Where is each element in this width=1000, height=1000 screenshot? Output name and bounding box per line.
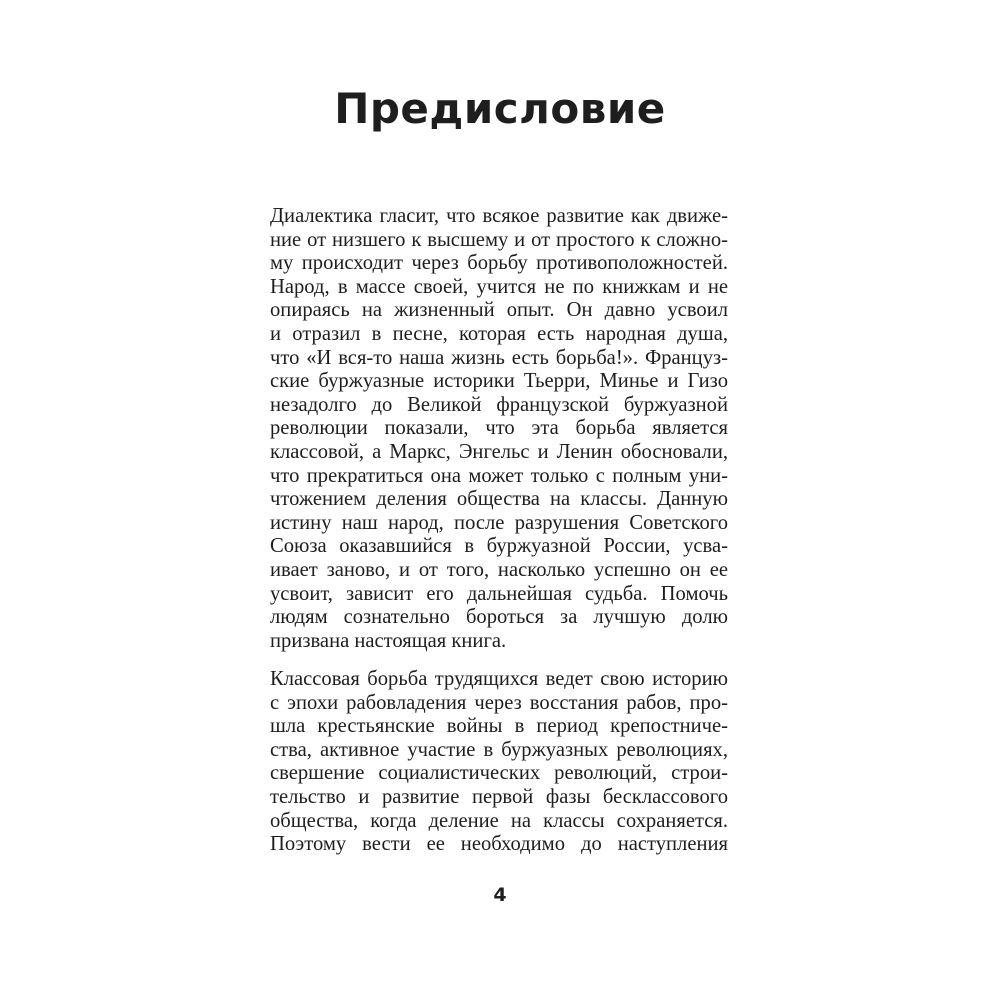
text-line: что прекратиться она может только с полным уни- [270,464,728,487]
text-line: свершение социалистических революций, строи- [270,762,728,785]
text-line: Диалектика гласит, что всякое развитие как движе- [270,205,728,227]
text-line: опираясь на жизненный опыт. Он давно усвоил [270,299,728,322]
text-line: Народ, в массе своей, учится не по книжкам и не [270,275,728,298]
text-line: ние от низшего к высшему и от простого к сложно- [270,228,728,251]
text-line: ства, активное участие в буржуазных революциях, [270,738,728,761]
text-line: Классовая борьба трудящихся ведет свою историю [270,668,728,690]
text-line: и отразил в песне, которая есть народная душа, [270,322,728,345]
text-line: Союза оказавшийся в буржуазной России, усва- [270,535,728,558]
text-line: чтожением деления общества на классы. Данную [270,488,728,511]
chapter-title: Предисловие [334,84,666,133]
text-line: классовой, а Маркс, Энгельс и Ленин обосновали, [270,440,728,463]
page-number: 4 [493,884,507,906]
text-line: истину наш народ, после разрушения Советского [270,511,728,534]
text-line: усвоит, зависит его дальнейшая судьба. Помочь [270,582,728,605]
text-line: ские буржуазные историки Тьерри, Минье и Гизо [270,370,728,393]
paragraph-2 [270,668,728,857]
text-line: Поэтому вести ее необходимо до наступления [270,833,728,856]
text-line: му происходит через борьбу противоположностей. [270,252,728,275]
text-line: революции показали, что эта борьба является [270,417,728,440]
text-line: шла крестьянские войны в период крепостниче- [270,715,728,738]
text-line: ивает заново, и от того, насколько успешно он ее [270,558,728,581]
text-line: призвана настоящая книга. [270,629,507,652]
text-line: тельство и развитие первой фазы бесклассового [270,785,728,808]
text-line: с эпохи рабовладения через восстания рабов, про- [270,691,728,714]
paragraph-1 [270,205,728,653]
text-line: общества, когда деление на классы сохраняется. [270,809,728,832]
text-line: людям сознательно бороться за лучшую долю [270,606,728,629]
text-line: незадолго до Великой французской буржуазной [270,393,728,416]
text-line: что «И вся-то наша жизнь есть борьба!». Француз- [270,346,728,369]
